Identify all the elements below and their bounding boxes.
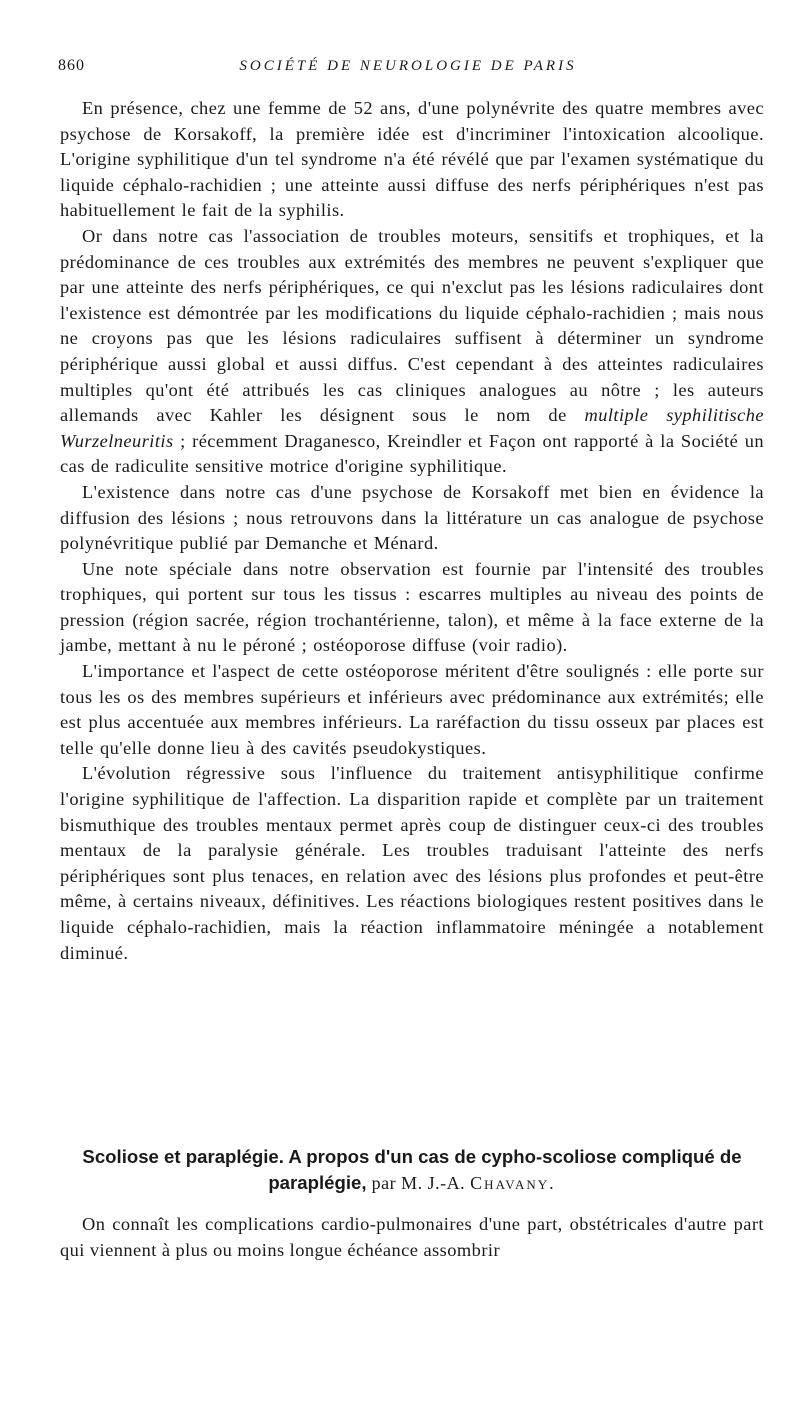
article-first-paragraph: On connaît les complications cardio-pulmonaires d'une part, obstétricales d'autre part qui viennent à plus ou moins longue échéance assombrir — [60, 1214, 764, 1260]
article-title-text: Scoliose et paraplégie. A propos d'un cas de cypho-scoliose compliqué de paraplégie, — [82, 1146, 742, 1193]
byline — [372, 1173, 556, 1193]
german-term: multiple syphilitische Wurzelneuritis — [60, 405, 764, 451]
author-surname: Chavany. — [470, 1173, 556, 1193]
paragraph-2-text: Or dans notre cas l'association de troubles moteurs, sensitifs et trophiques, et la prédominance de ces troubles aux extrémités des membres ne peuvent s'expliquer que par une atteinte des nerfs périphériques, ce qui n'exclut pas les lésions radiculaires dont l'existence est démontrée par les modifications du liquide céphalo-rachidien ; mais nous ne croyons pas que les lésions radiculaires suffisent à déterminer un syndrome périphérique aussi global et aussi diffus. C'est cependant à des atteintes radiculaires multiples qu'ont été attribués les cas cliniques analogues au nôtre ; les auteurs allemands avec Kahler les désignent sous le nom de — [60, 225, 764, 426]
paragraph-1: En présence, chez une femme de 52 ans, d'une polynévrite des quatre membres avec psychose de Korsakoff, la première idée est d'incriminer l'intoxication alcoolique. L'origine syphilitique d'un tel syndrome n'a été révélé que par l'examen systématique du liquide céphalo-rachidien ; une atteinte aussi diffuse des nerfs périphériques n'est pas habituellement le fait de la syphilis. — [60, 98, 764, 221]
page-number: 860 — [58, 57, 85, 74]
article-title — [60, 1144, 764, 1196]
journal-title: SOCIÉTÉ DE NEUROLOGIE DE PARIS — [239, 58, 577, 74]
paragraph-4: Une note spéciale dans notre observation est fournie par l'intensité des troubles trophiques, qui portent sur tous les tissus : escarres multiples au niveau des points de pression (région sacrée, région trochantérienne, talon), et même à la face externe de la jambe, mettant à nu le péroné ; ostéoporose diffuse (voir radio). — [60, 558, 764, 656]
body-text — [60, 96, 764, 966]
paragraph-2 — [60, 224, 764, 480]
byline-prefix: par M. J.-A. — [371, 1173, 466, 1193]
new-article — [60, 1144, 764, 1263]
paragraph-3: L'existence dans notre cas d'une psychose de Korsakoff met bien en évidence la diffusion des lésions ; nous retrouvons dans la littérature un cas analogue de psychose polynévritique publié par Demanche et Ménard. — [60, 481, 764, 554]
paragraph-6: L'évolution régressive sous l'influence du traitement antisyphilitique confirme l'origine syphilitique de l'affection. La disparition rapide et complète par un traitement bismuthique des troubles mentaux permet après coup de distinguer ceux-ci des troubles mentaux de la paralysie générale. Les troubles traduisant l'atteinte des nerfs périphériques sont plus tenaces, en relation avec des lésions plus profondes et peut-être même, à certains niveaux, définitives. Les réactions biologiques restent positives dans le liquide céphalo-rachidien, mais la réaction inflammatoire méningée a notablement diminué. — [60, 763, 764, 963]
paragraph-5: L'importance et l'aspect de cette ostéoporose méritent d'être soulignés : elle porte sur tous les os des membres supérieurs et inférieurs avec prédominance aux extrémités; elle est plus accentuée aux membres inférieurs. La raréfaction du tissu osseux par places est telle qu'elle donne lieu à des cavités pseudokystiques. — [60, 661, 764, 758]
paragraph-2-text-end: ; récemment Draganesco, Kreindler et Façon ont rapporté à la Société un cas de radiculite sensitive motrice d'origine syphilitique. — [60, 430, 764, 477]
